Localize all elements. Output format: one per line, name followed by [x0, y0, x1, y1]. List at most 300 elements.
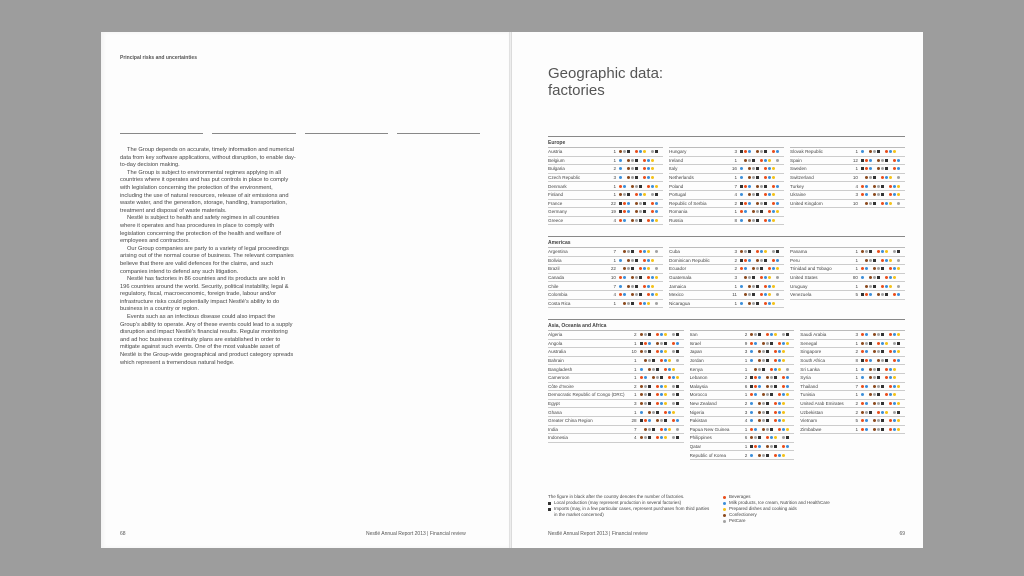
category-dot — [873, 202, 876, 205]
country-row — [800, 331, 905, 340]
legend-prepared: Prepared dishes and cooking aids — [723, 506, 888, 512]
category-dot — [770, 376, 773, 379]
country-row — [548, 426, 684, 435]
category-dot — [885, 368, 888, 371]
body-text — [120, 147, 296, 367]
category-dot — [861, 167, 864, 170]
factory-count: 1 — [855, 283, 858, 289]
dot-icon — [723, 508, 726, 511]
country-row — [690, 340, 795, 349]
left-page — [101, 32, 509, 548]
category-dot — [893, 267, 896, 270]
category-dot — [897, 428, 900, 431]
category-dot — [869, 167, 872, 170]
category-markers — [640, 419, 684, 422]
category-dot — [881, 159, 884, 162]
category-dot — [635, 285, 638, 288]
category-dot — [760, 267, 763, 270]
country-name: Mexico — [669, 292, 684, 298]
category-dot — [668, 359, 671, 362]
category-dot — [766, 385, 769, 388]
category-dot — [647, 250, 650, 253]
country-name: Egypt — [548, 401, 560, 407]
category-dot — [778, 342, 781, 345]
country-row — [690, 391, 795, 400]
category-dot — [647, 293, 650, 296]
category-dot — [676, 419, 679, 422]
category-dot — [676, 359, 679, 362]
category-dot — [764, 302, 767, 305]
category-markers — [640, 350, 684, 353]
factory-count: 4 — [855, 183, 858, 189]
category-markers — [619, 219, 663, 222]
category-dot — [893, 419, 896, 422]
country-column — [548, 147, 663, 225]
category-dot — [676, 350, 679, 353]
category-dot — [752, 210, 755, 213]
category-dot — [656, 376, 659, 379]
country-row — [548, 383, 684, 392]
category-dot — [619, 202, 622, 205]
category-dot — [861, 159, 864, 162]
factory-count: 3 — [634, 401, 637, 407]
category-dot — [651, 259, 654, 262]
country-column — [690, 330, 795, 460]
category-dot — [754, 333, 757, 336]
category-dot — [865, 167, 868, 170]
category-dot — [623, 250, 626, 253]
category-dot — [766, 393, 769, 396]
factory-count: 1 — [855, 166, 858, 172]
category-dot — [758, 454, 761, 457]
country-name: Iran — [689, 332, 698, 338]
category-dot — [647, 276, 650, 279]
factory-count: 1 — [855, 257, 858, 263]
category-dot — [643, 302, 646, 305]
country-name: Russia — [669, 218, 684, 224]
country-name: Australia — [548, 349, 566, 355]
category-dot — [752, 293, 755, 296]
category-dot — [644, 428, 647, 431]
country-name: Sri Lanka — [800, 366, 820, 372]
category-dot — [750, 333, 753, 336]
category-dot — [881, 176, 884, 179]
country-name: Argentina — [548, 249, 568, 255]
category-dot — [664, 350, 667, 353]
factory-count: 9 — [744, 340, 748, 346]
category-dot — [668, 428, 671, 431]
country-row — [790, 174, 905, 183]
category-dot — [655, 250, 658, 253]
category-dot — [772, 267, 775, 270]
category-dot — [648, 359, 651, 362]
category-dot — [873, 350, 876, 353]
category-dot — [651, 176, 654, 179]
factory-count: 3 — [734, 275, 737, 281]
category-dot — [635, 210, 638, 213]
category-dot — [766, 454, 769, 457]
page-number: 69 — [899, 531, 905, 537]
category-dot — [750, 376, 753, 379]
category-dot — [786, 368, 789, 371]
country-name: Peru — [790, 257, 800, 263]
country-name: Japan — [689, 349, 703, 355]
category-dot — [640, 342, 643, 345]
country-name: Pakistan — [689, 418, 708, 424]
category-dot — [758, 376, 761, 379]
category-dot — [758, 436, 761, 439]
country-row — [548, 365, 684, 374]
category-dot — [651, 202, 654, 205]
category-dot — [881, 293, 884, 296]
country-name: Nicaragua — [669, 300, 690, 306]
country-row — [548, 265, 663, 274]
category-dot — [627, 150, 630, 153]
category-dot — [865, 350, 868, 353]
country-name: Canada — [548, 275, 565, 281]
category-dot — [865, 202, 868, 205]
category-markers — [640, 385, 684, 388]
category-dot — [750, 411, 753, 414]
page-footer: Nestlé Annual Report 2013 | Financial review — [366, 531, 466, 537]
country-name: Senegal — [800, 340, 818, 346]
category-markers — [740, 159, 784, 162]
category-dot — [865, 285, 868, 288]
category-dot — [740, 302, 743, 305]
category-dot — [861, 350, 864, 353]
country-row — [800, 426, 905, 435]
category-dot — [776, 185, 779, 188]
category-dot — [865, 185, 868, 188]
dot-icon — [723, 514, 726, 517]
category-dot — [756, 193, 759, 196]
category-dot — [635, 167, 638, 170]
category-dot — [740, 250, 743, 253]
category-dot — [664, 436, 667, 439]
category-dot — [881, 385, 884, 388]
category-dot — [631, 185, 634, 188]
category-dot — [877, 428, 880, 431]
category-dot — [865, 259, 868, 262]
category-markers — [740, 150, 784, 153]
category-dot — [758, 445, 761, 448]
category-dot — [764, 185, 767, 188]
category-markers — [861, 185, 905, 188]
category-dot — [893, 159, 896, 162]
category-dot — [756, 150, 759, 153]
category-markers — [740, 202, 784, 205]
category-dot — [772, 193, 775, 196]
country-row — [690, 426, 795, 435]
category-dot — [754, 376, 757, 379]
category-markers — [861, 428, 905, 431]
category-dot — [774, 436, 777, 439]
category-dot — [782, 385, 785, 388]
category-dot — [619, 219, 622, 222]
country-row — [790, 182, 905, 191]
category-dot — [782, 419, 785, 422]
category-markers — [861, 285, 905, 288]
category-dot — [782, 445, 785, 448]
category-dot — [740, 267, 743, 270]
category-dot — [877, 350, 880, 353]
category-dot — [631, 293, 634, 296]
category-dot — [758, 385, 761, 388]
legend-intro: The figure in black after the country denotes the number of factories. — [548, 494, 685, 499]
category-dot — [639, 293, 642, 296]
factory-count: 1 — [855, 366, 858, 372]
category-dot — [655, 193, 658, 196]
country-row — [690, 374, 795, 383]
country-name: Jordan — [689, 358, 704, 364]
category-dot — [881, 285, 884, 288]
category-dot — [766, 411, 769, 414]
country-row — [548, 257, 663, 266]
country-row — [548, 331, 684, 340]
legend-confectionery: Confectionery — [723, 512, 888, 518]
category-markers — [861, 402, 905, 405]
category-dot — [643, 150, 646, 153]
category-dot — [885, 176, 888, 179]
category-dot — [861, 385, 864, 388]
category-dot — [768, 176, 771, 179]
country-name: Finland — [548, 192, 564, 198]
factory-count: 10 — [631, 349, 637, 355]
category-dot — [758, 419, 761, 422]
category-dot — [885, 202, 888, 205]
category-dot — [740, 185, 743, 188]
country-row — [548, 282, 663, 291]
category-dot — [897, 185, 900, 188]
factory-count: 4 — [734, 192, 737, 198]
category-dot — [770, 445, 773, 448]
category-dot — [623, 193, 626, 196]
category-dot — [643, 193, 646, 196]
category-dot — [877, 359, 880, 362]
category-dot — [897, 259, 900, 262]
country-name: Romania — [669, 209, 688, 215]
category-dot — [744, 259, 747, 262]
category-markers — [861, 202, 905, 205]
category-dot — [631, 276, 634, 279]
country-row — [790, 282, 905, 291]
category-dot — [664, 419, 667, 422]
category-dot — [861, 368, 864, 371]
category-dot — [754, 393, 757, 396]
category-dot — [619, 293, 622, 296]
category-markers — [861, 176, 905, 179]
region-title: Americas — [548, 240, 571, 246]
category-dot — [786, 436, 789, 439]
category-dot — [782, 411, 785, 414]
legend-petcare: PetCare — [723, 518, 888, 524]
category-dot — [873, 428, 876, 431]
category-markers — [861, 359, 905, 362]
country-name: Malaysia — [689, 383, 708, 389]
category-dot — [776, 159, 779, 162]
category-dot — [744, 293, 747, 296]
category-dot — [631, 167, 634, 170]
category-dot — [897, 385, 900, 388]
category-dot — [752, 267, 755, 270]
category-dot — [865, 428, 868, 431]
category-dot — [647, 159, 650, 162]
factory-count: 2 — [855, 409, 858, 415]
category-dot — [619, 276, 622, 279]
category-dot — [631, 285, 634, 288]
factory-count: 2 — [744, 452, 748, 458]
category-dot — [873, 419, 876, 422]
category-dot — [660, 428, 663, 431]
category-dot — [740, 259, 743, 262]
country-name: Saudi Arabia — [800, 332, 827, 338]
category-dot — [762, 419, 765, 422]
category-dot — [760, 210, 763, 213]
category-dot — [635, 150, 638, 153]
country-row — [690, 417, 795, 426]
category-dot — [877, 411, 880, 414]
category-dot — [893, 276, 896, 279]
category-dot — [885, 393, 888, 396]
factory-count: 1 — [613, 192, 616, 198]
category-dot — [760, 276, 763, 279]
category-dot — [772, 219, 775, 222]
category-dot — [865, 342, 868, 345]
category-dot — [640, 436, 643, 439]
category-dot — [776, 210, 779, 213]
factory-count: 11 — [732, 292, 737, 298]
country-name: Netherlands — [669, 175, 694, 181]
country-row — [548, 374, 684, 383]
country-row — [548, 357, 684, 366]
category-dot — [768, 210, 771, 213]
category-dot — [619, 259, 622, 262]
category-markers — [750, 359, 794, 362]
country-row — [548, 200, 663, 209]
factory-count: 1 — [613, 157, 616, 163]
country-name: Spain — [790, 157, 802, 163]
category-dot — [648, 402, 651, 405]
category-dot — [676, 402, 679, 405]
country-row — [669, 291, 784, 300]
category-dot — [889, 150, 892, 153]
category-markers — [750, 445, 794, 448]
category-dot — [648, 333, 651, 336]
country-row — [548, 340, 684, 349]
category-dot — [770, 393, 773, 396]
factory-count: 6 — [744, 435, 748, 441]
category-dot — [754, 445, 757, 448]
category-dot — [639, 302, 642, 305]
category-dot — [877, 159, 880, 162]
category-dot — [631, 259, 634, 262]
category-dot — [897, 193, 900, 196]
country-row — [669, 174, 784, 183]
legend-categories — [723, 494, 888, 524]
country-name: United Arab Emirates — [800, 401, 844, 407]
category-dot — [885, 150, 888, 153]
category-dot — [778, 393, 781, 396]
category-markers — [750, 385, 794, 388]
country-row — [669, 191, 784, 200]
category-markers — [740, 267, 784, 270]
country-row — [800, 374, 905, 383]
category-dot — [861, 250, 864, 253]
region-americas — [548, 236, 905, 308]
category-markers — [861, 167, 905, 170]
category-markers — [750, 419, 794, 422]
category-dot — [748, 202, 751, 205]
factory-count: 2 — [734, 200, 737, 206]
category-dot — [656, 385, 659, 388]
country-row — [548, 182, 663, 191]
category-dot — [881, 333, 884, 336]
category-dot — [647, 185, 650, 188]
country-name: Belgium — [548, 157, 565, 163]
category-dot — [639, 210, 642, 213]
dot-icon — [723, 496, 726, 499]
category-markers — [640, 376, 684, 379]
category-dot — [627, 210, 630, 213]
region-europe — [548, 136, 905, 225]
category-dot — [643, 250, 646, 253]
category-dot — [772, 150, 775, 153]
factory-count: 2 — [744, 332, 748, 338]
category-dot — [885, 259, 888, 262]
category-dot — [861, 376, 864, 379]
country-name: Ukraine — [790, 192, 806, 198]
category-dot — [764, 159, 767, 162]
category-dot — [893, 333, 896, 336]
category-dot — [893, 185, 896, 188]
category-dot — [786, 333, 789, 336]
factory-count: 1 — [744, 358, 748, 364]
country-name: Italy — [669, 166, 678, 172]
country-row — [690, 365, 795, 374]
category-dot — [762, 342, 765, 345]
category-dot — [893, 250, 896, 253]
country-name: Costa Rica — [548, 300, 571, 306]
category-dot — [676, 428, 679, 431]
category-dot — [877, 419, 880, 422]
category-dot — [660, 376, 663, 379]
category-dot — [782, 428, 785, 431]
category-dot — [648, 350, 651, 353]
category-dot — [897, 202, 900, 205]
category-dot — [877, 333, 880, 336]
category-markers — [640, 428, 684, 431]
category-dot — [644, 402, 647, 405]
category-dot — [643, 202, 646, 205]
country-name: Jamaica — [669, 283, 687, 289]
country-name: Kenya — [689, 366, 703, 372]
category-markers — [861, 368, 905, 371]
country-name: Ireland — [669, 157, 684, 163]
factory-count: 1 — [634, 358, 637, 364]
category-dot — [881, 428, 884, 431]
category-dot — [772, 302, 775, 305]
country-row — [690, 357, 795, 366]
category-dot — [881, 202, 884, 205]
category-dot — [764, 259, 767, 262]
country-name: Nigeria — [689, 409, 705, 415]
category-dot — [631, 250, 634, 253]
category-dot — [668, 376, 671, 379]
category-dot — [758, 402, 761, 405]
category-dot — [760, 250, 763, 253]
factory-count: 1 — [855, 375, 858, 381]
country-name: Democratic Republic of Congo (DRC) — [548, 392, 625, 398]
